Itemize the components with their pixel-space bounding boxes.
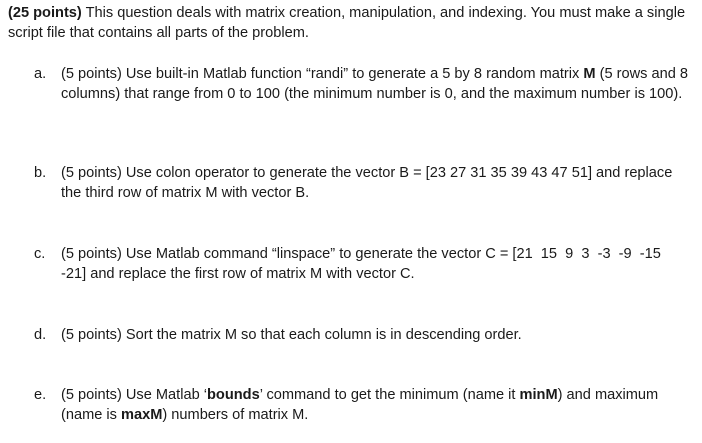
problem-intro — [8, 3, 688, 43]
problem-points: (25 points) — [8, 5, 82, 21]
part-e-command-name: bounds — [207, 387, 260, 403]
part-e-text-2: ’ command to get the minimum (name it — [259, 387, 520, 403]
part-e-text-3: ) and maximum (name is — [61, 387, 659, 423]
part-e-min-name: minM — [519, 387, 558, 403]
part-e-text-1: (5 points) Use Matlab ‘ — [61, 387, 207, 403]
part-a-matrix-name: M — [583, 66, 596, 82]
part-d — [34, 325, 690, 345]
part-e-text-4: ) numbers of matrix M. — [162, 407, 309, 423]
part-c-text: (5 points) Use Matlab command “linspace” to generate the vector C = [21 15 9 3 -3 -9 -15 -21] and replace the first row of matrix M with vector C. — [61, 246, 669, 282]
problem-intro-text: This question deals with matrix creation, manipulation, and indexing. You must make a single script file that contains all parts of the problem. — [8, 5, 686, 41]
part-e-max-name: maxM — [121, 407, 163, 423]
part-a-text-2: (5 rows and 8 columns) that range from 0 to 100 (the minimum number is 0, and the maximum number is 100). — [61, 66, 689, 102]
part-e — [34, 385, 690, 425]
part-d-letter: d. — [34, 327, 47, 343]
part-e-text — [61, 385, 690, 425]
part-a-text — [61, 64, 690, 104]
part-c-letter: c. — [34, 246, 46, 262]
part-d-text: (5 points) Sort the matrix M so that each column is in descending order. — [61, 327, 522, 343]
part-e-letter: e. — [34, 387, 47, 403]
part-a — [34, 64, 690, 104]
part-a-text-1: (5 points) Use built-in Matlab function “randi” to generate a 5 by 8 random matrix — [61, 66, 584, 82]
part-c — [34, 244, 690, 284]
part-b-text: (5 points) Use colon operator to generate the vector B = [23 27 31 35 39 43 47 51] and replace the third row of matrix M with vector B. — [61, 165, 673, 201]
part-b — [34, 163, 690, 203]
part-b-letter: b. — [34, 165, 47, 181]
part-a-letter: a. — [34, 66, 47, 82]
